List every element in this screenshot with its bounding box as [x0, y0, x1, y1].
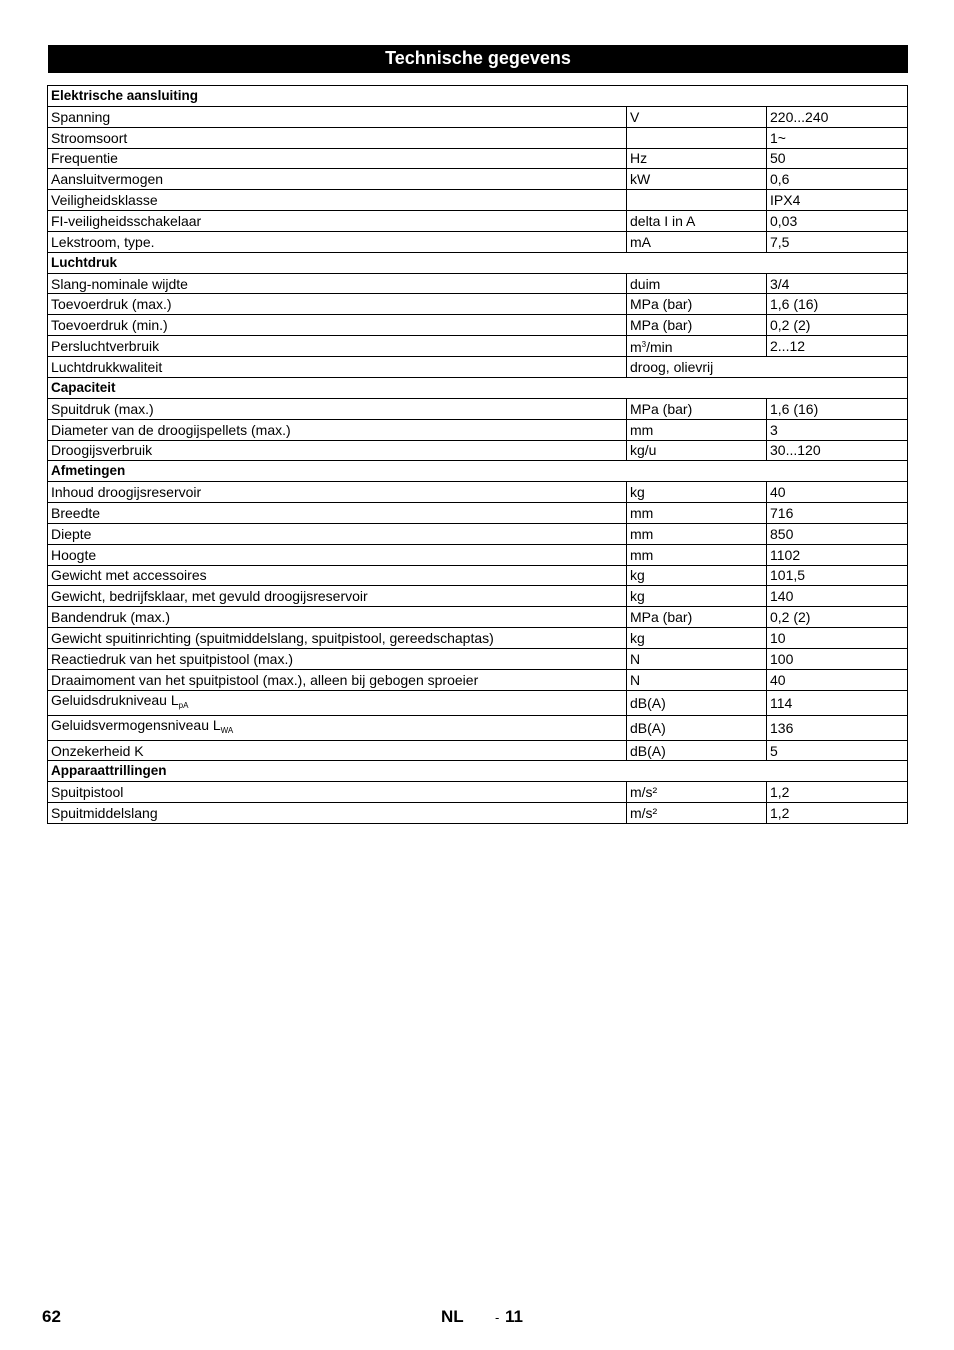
spec-label: Spuitpistool	[48, 782, 627, 803]
spec-label: Aansluitvermogen	[48, 169, 627, 190]
spec-unit: duim	[627, 273, 767, 294]
spec-unit: mm	[627, 544, 767, 565]
spec-value: 0,2 (2)	[767, 607, 908, 628]
section-page-number: 11	[505, 1307, 523, 1326]
table-row	[48, 740, 908, 761]
table-row	[48, 690, 908, 715]
spec-label: Veiligheidsklasse	[48, 190, 627, 211]
spec-unit: dB(A)	[627, 740, 767, 761]
table-row	[48, 803, 908, 824]
section-title: Elektrische aansluiting	[48, 86, 908, 107]
spec-label-text: Geluidsdrukniveau L	[51, 691, 179, 708]
table-row	[48, 586, 908, 607]
section-title: Capaciteit	[48, 377, 908, 398]
spec-label: Gewicht, bedrijfsklaar, met gevuld droogijsreservoir	[48, 586, 627, 607]
table-row	[48, 607, 908, 628]
spec-value: droog, olievrij	[627, 357, 908, 378]
spec-unit-base: m	[630, 339, 642, 356]
spec-value: 3	[767, 419, 908, 440]
spec-label: Breedte	[48, 503, 627, 524]
spec-unit: MPa (bar)	[627, 315, 767, 336]
spec-label: Bandendruk (max.)	[48, 607, 627, 628]
table-row	[48, 440, 908, 461]
table-row	[48, 628, 908, 649]
spec-unit	[627, 127, 767, 148]
spec-unit: kg	[627, 482, 767, 503]
table-row	[48, 648, 908, 669]
technical-data-table	[47, 85, 908, 824]
spec-value: 2...12	[767, 336, 908, 357]
table-row	[48, 106, 908, 127]
table-row	[48, 294, 908, 315]
spec-label: Toevoerdruk (max.)	[48, 294, 627, 315]
spec-value: 716	[767, 503, 908, 524]
section-title: Apparaattrillingen	[48, 761, 908, 782]
spec-unit: N	[627, 648, 767, 669]
spec-unit: delta I in A	[627, 211, 767, 232]
spec-label: Luchtdrukkwaliteit	[48, 357, 627, 378]
spec-value: IPX4	[767, 190, 908, 211]
spec-value: 1,2	[767, 803, 908, 824]
section-header-row	[48, 252, 908, 273]
spec-unit: kg	[627, 565, 767, 586]
section-header-row	[48, 377, 908, 398]
spec-unit: kg	[627, 628, 767, 649]
spec-value: 7,5	[767, 231, 908, 252]
spec-value: 136	[767, 715, 908, 740]
spec-value: 0,2 (2)	[767, 315, 908, 336]
spec-value: 1~	[767, 127, 908, 148]
spec-value: 50	[767, 148, 908, 169]
spec-unit: MPa (bar)	[627, 294, 767, 315]
spec-label-text: Geluidsvermogensniveau L	[51, 716, 221, 733]
spec-label: Onzekerheid K	[48, 740, 627, 761]
table-row	[48, 315, 908, 336]
spec-label: Diepte	[48, 523, 627, 544]
table-row	[48, 565, 908, 586]
spec-label: FI-veiligheidsschakelaar	[48, 211, 627, 232]
language-code: NL	[441, 1307, 464, 1326]
spec-value: 1,6 (16)	[767, 294, 908, 315]
spec-label: Hoogte	[48, 544, 627, 565]
spec-label: Lekstroom, type.	[48, 231, 627, 252]
spec-value: 101,5	[767, 565, 908, 586]
table-row	[48, 544, 908, 565]
spec-value: 850	[767, 523, 908, 544]
spec-value: 5	[767, 740, 908, 761]
table-row	[48, 357, 908, 378]
spec-unit: mm	[627, 523, 767, 544]
spec-value: 1,2	[767, 782, 908, 803]
spec-unit: kW	[627, 169, 767, 190]
spec-unit: kg/u	[627, 440, 767, 461]
spec-label: Reactiedruk van het spuitpistool (max.)	[48, 648, 627, 669]
table-row	[48, 273, 908, 294]
table-row	[48, 715, 908, 740]
spec-value: 1102	[767, 544, 908, 565]
spec-label: Gewicht spuitinrichting (spuitmiddelslang, spuitpistool, gereedschaptas)	[48, 628, 627, 649]
spec-unit-rest: /min	[646, 339, 673, 356]
table-row	[48, 190, 908, 211]
spec-label: Slang-nominale wijdte	[48, 273, 627, 294]
spec-value: 1,6 (16)	[767, 398, 908, 419]
table-row	[48, 503, 908, 524]
spec-value: 0,6	[767, 169, 908, 190]
spec-unit: m/s²	[627, 782, 767, 803]
spec-unit: mm	[627, 419, 767, 440]
spec-label	[48, 690, 627, 715]
spec-value: 40	[767, 482, 908, 503]
spec-value: 114	[767, 690, 908, 715]
spec-value: 100	[767, 648, 908, 669]
table-row	[48, 523, 908, 544]
spec-label: Spanning	[48, 106, 627, 127]
technical-data-table-body	[48, 86, 908, 824]
table-row	[48, 231, 908, 252]
spec-label: Frequentie	[48, 148, 627, 169]
table-row	[48, 419, 908, 440]
section-header-row	[48, 461, 908, 482]
section-header-row	[48, 761, 908, 782]
spec-label: Spuitdruk (max.)	[48, 398, 627, 419]
spec-unit: MPa (bar)	[627, 607, 767, 628]
spec-label: Stroomsoort	[48, 127, 627, 148]
spec-unit: dB(A)	[627, 715, 767, 740]
table-row	[48, 211, 908, 232]
table-row	[48, 148, 908, 169]
spec-value: 3/4	[767, 273, 908, 294]
table-row	[48, 669, 908, 690]
page-number: 62	[42, 1307, 61, 1326]
table-row	[48, 782, 908, 803]
spec-label: Draaimoment van het spuitpistool (max.), alleen bij gebogen sproeier	[48, 669, 627, 690]
spec-unit-superscript: 3	[641, 340, 647, 350]
spec-unit: dB(A)	[627, 690, 767, 715]
spec-unit	[627, 336, 767, 357]
table-row	[48, 482, 908, 503]
spec-label: Toevoerdruk (min.)	[48, 315, 627, 336]
spec-label	[48, 715, 627, 740]
section-header-row	[48, 86, 908, 107]
footer-separator: -	[495, 1310, 500, 1325]
spec-value: 140	[767, 586, 908, 607]
spec-unit: kg	[627, 586, 767, 607]
spec-unit: N	[627, 669, 767, 690]
spec-value: 30...120	[767, 440, 908, 461]
spec-unit: V	[627, 106, 767, 127]
spec-label-subscript: pA	[178, 700, 189, 710]
section-title: Luchtdruk	[48, 252, 908, 273]
spec-label: Droogijsverbruik	[48, 440, 627, 461]
table-row	[48, 336, 908, 357]
spec-unit: mA	[627, 231, 767, 252]
spec-label: Persluchtverbruik	[48, 336, 627, 357]
spec-unit: mm	[627, 503, 767, 524]
spec-label: Gewicht met accessoires	[48, 565, 627, 586]
spec-label: Diameter van de droogijspellets (max.)	[48, 419, 627, 440]
spec-unit	[627, 190, 767, 211]
table-row	[48, 127, 908, 148]
spec-label: Inhoud droogijsreservoir	[48, 482, 627, 503]
table-row	[48, 169, 908, 190]
section-title: Afmetingen	[48, 461, 908, 482]
page-title: Technische gegevens	[48, 45, 908, 73]
spec-unit: m/s²	[627, 803, 767, 824]
spec-unit: Hz	[627, 148, 767, 169]
spec-label: Spuitmiddelslang	[48, 803, 627, 824]
spec-value: 220...240	[767, 106, 908, 127]
spec-value: 10	[767, 628, 908, 649]
spec-unit: MPa (bar)	[627, 398, 767, 419]
table-row	[48, 398, 908, 419]
spec-value: 0,03	[767, 211, 908, 232]
spec-value: 40	[767, 669, 908, 690]
spec-label-subscript: WA	[220, 725, 234, 735]
